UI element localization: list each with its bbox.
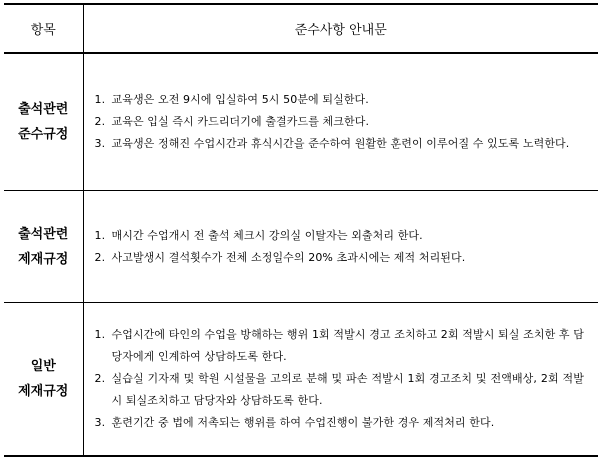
rule-number: 2. [94, 372, 106, 385]
rule-text: 수업시간에 타인의 수업을 방해하는 행위 1회 적발시 경고 조치하고 2회 적발시 퇴실 조치한 후 담당자에게 인계하여 상담하도록 한다. [111, 328, 584, 363]
table-row-attendance-sanctions [4, 191, 598, 303]
rule-number: 1. [94, 228, 106, 242]
table-row-attendance-compliance [4, 53, 598, 191]
rules-cell [83, 303, 598, 457]
rule-item [95, 89, 585, 111]
rule-item [95, 133, 585, 155]
category-line: 준수규정 [18, 127, 69, 142]
rules-cell [83, 53, 598, 191]
category-header: 항목 [4, 4, 83, 53]
category-line: 출석관련 [18, 226, 69, 242]
rules-header: 준수사항 안내문 [83, 4, 598, 53]
rule-number: 2. [94, 115, 106, 128]
rules-table-container [4, 3, 598, 457]
rule-item [95, 225, 585, 247]
rule-text: 교육생은 오전 9시에 입실하여 5시 50분에 퇴실한다. [111, 93, 369, 106]
rule-item [95, 368, 585, 412]
header-row [4, 4, 598, 53]
rule-item [95, 412, 585, 434]
rule-list [95, 89, 585, 155]
rule-number: 3. [94, 416, 106, 429]
rule-text: 훈련기간 중 법에 저촉되는 행위를 하여 수업진행이 불가한 경우 제적처리 한다. [111, 416, 495, 429]
category-line: 제재규정 [18, 251, 69, 267]
rule-number: 1. [94, 328, 106, 341]
category-line: 제재규정 [18, 384, 69, 399]
category-line: 출석관련 [18, 102, 69, 117]
rule-text: 매시간 수업개시 전 출석 체크시 강의실 이탈자는 외출처리 한다. [111, 228, 423, 242]
table-row-general-sanctions [4, 303, 598, 457]
rules-cell [83, 191, 598, 303]
rule-number: 2. [94, 250, 106, 264]
rule-text: 실습실 기자재 및 학원 시설물을 고의로 분해 및 파손 적발시 1회 경고조치 및 전액배상, 2회 적발시 퇴실조치하고 담당자와 상담하도록 한다. [111, 372, 584, 407]
rule-item [95, 324, 585, 368]
category-cell [4, 191, 83, 303]
rule-text: 교육생은 정해진 수업시간과 휴식시간을 준수하여 원활한 훈련이 이루어질 수 있도록 노력한다. [111, 137, 570, 150]
rule-list [95, 324, 585, 434]
rule-text: 교육은 입실 즉시 카드리더기에 출결카드를 체크한다. [111, 115, 370, 128]
category-line: 일반 [30, 359, 56, 374]
category-cell [4, 53, 83, 191]
rule-item [95, 111, 585, 133]
rules-table [4, 3, 598, 457]
category-cell [4, 303, 83, 457]
rule-item [95, 247, 585, 269]
rule-list [95, 225, 585, 269]
rule-text: 사고발생시 결석횟수가 전체 소정일수의 20% 초과시에는 제적 처리된다. [111, 250, 466, 264]
rule-number: 1. [94, 93, 106, 106]
rule-number: 3. [94, 137, 106, 150]
